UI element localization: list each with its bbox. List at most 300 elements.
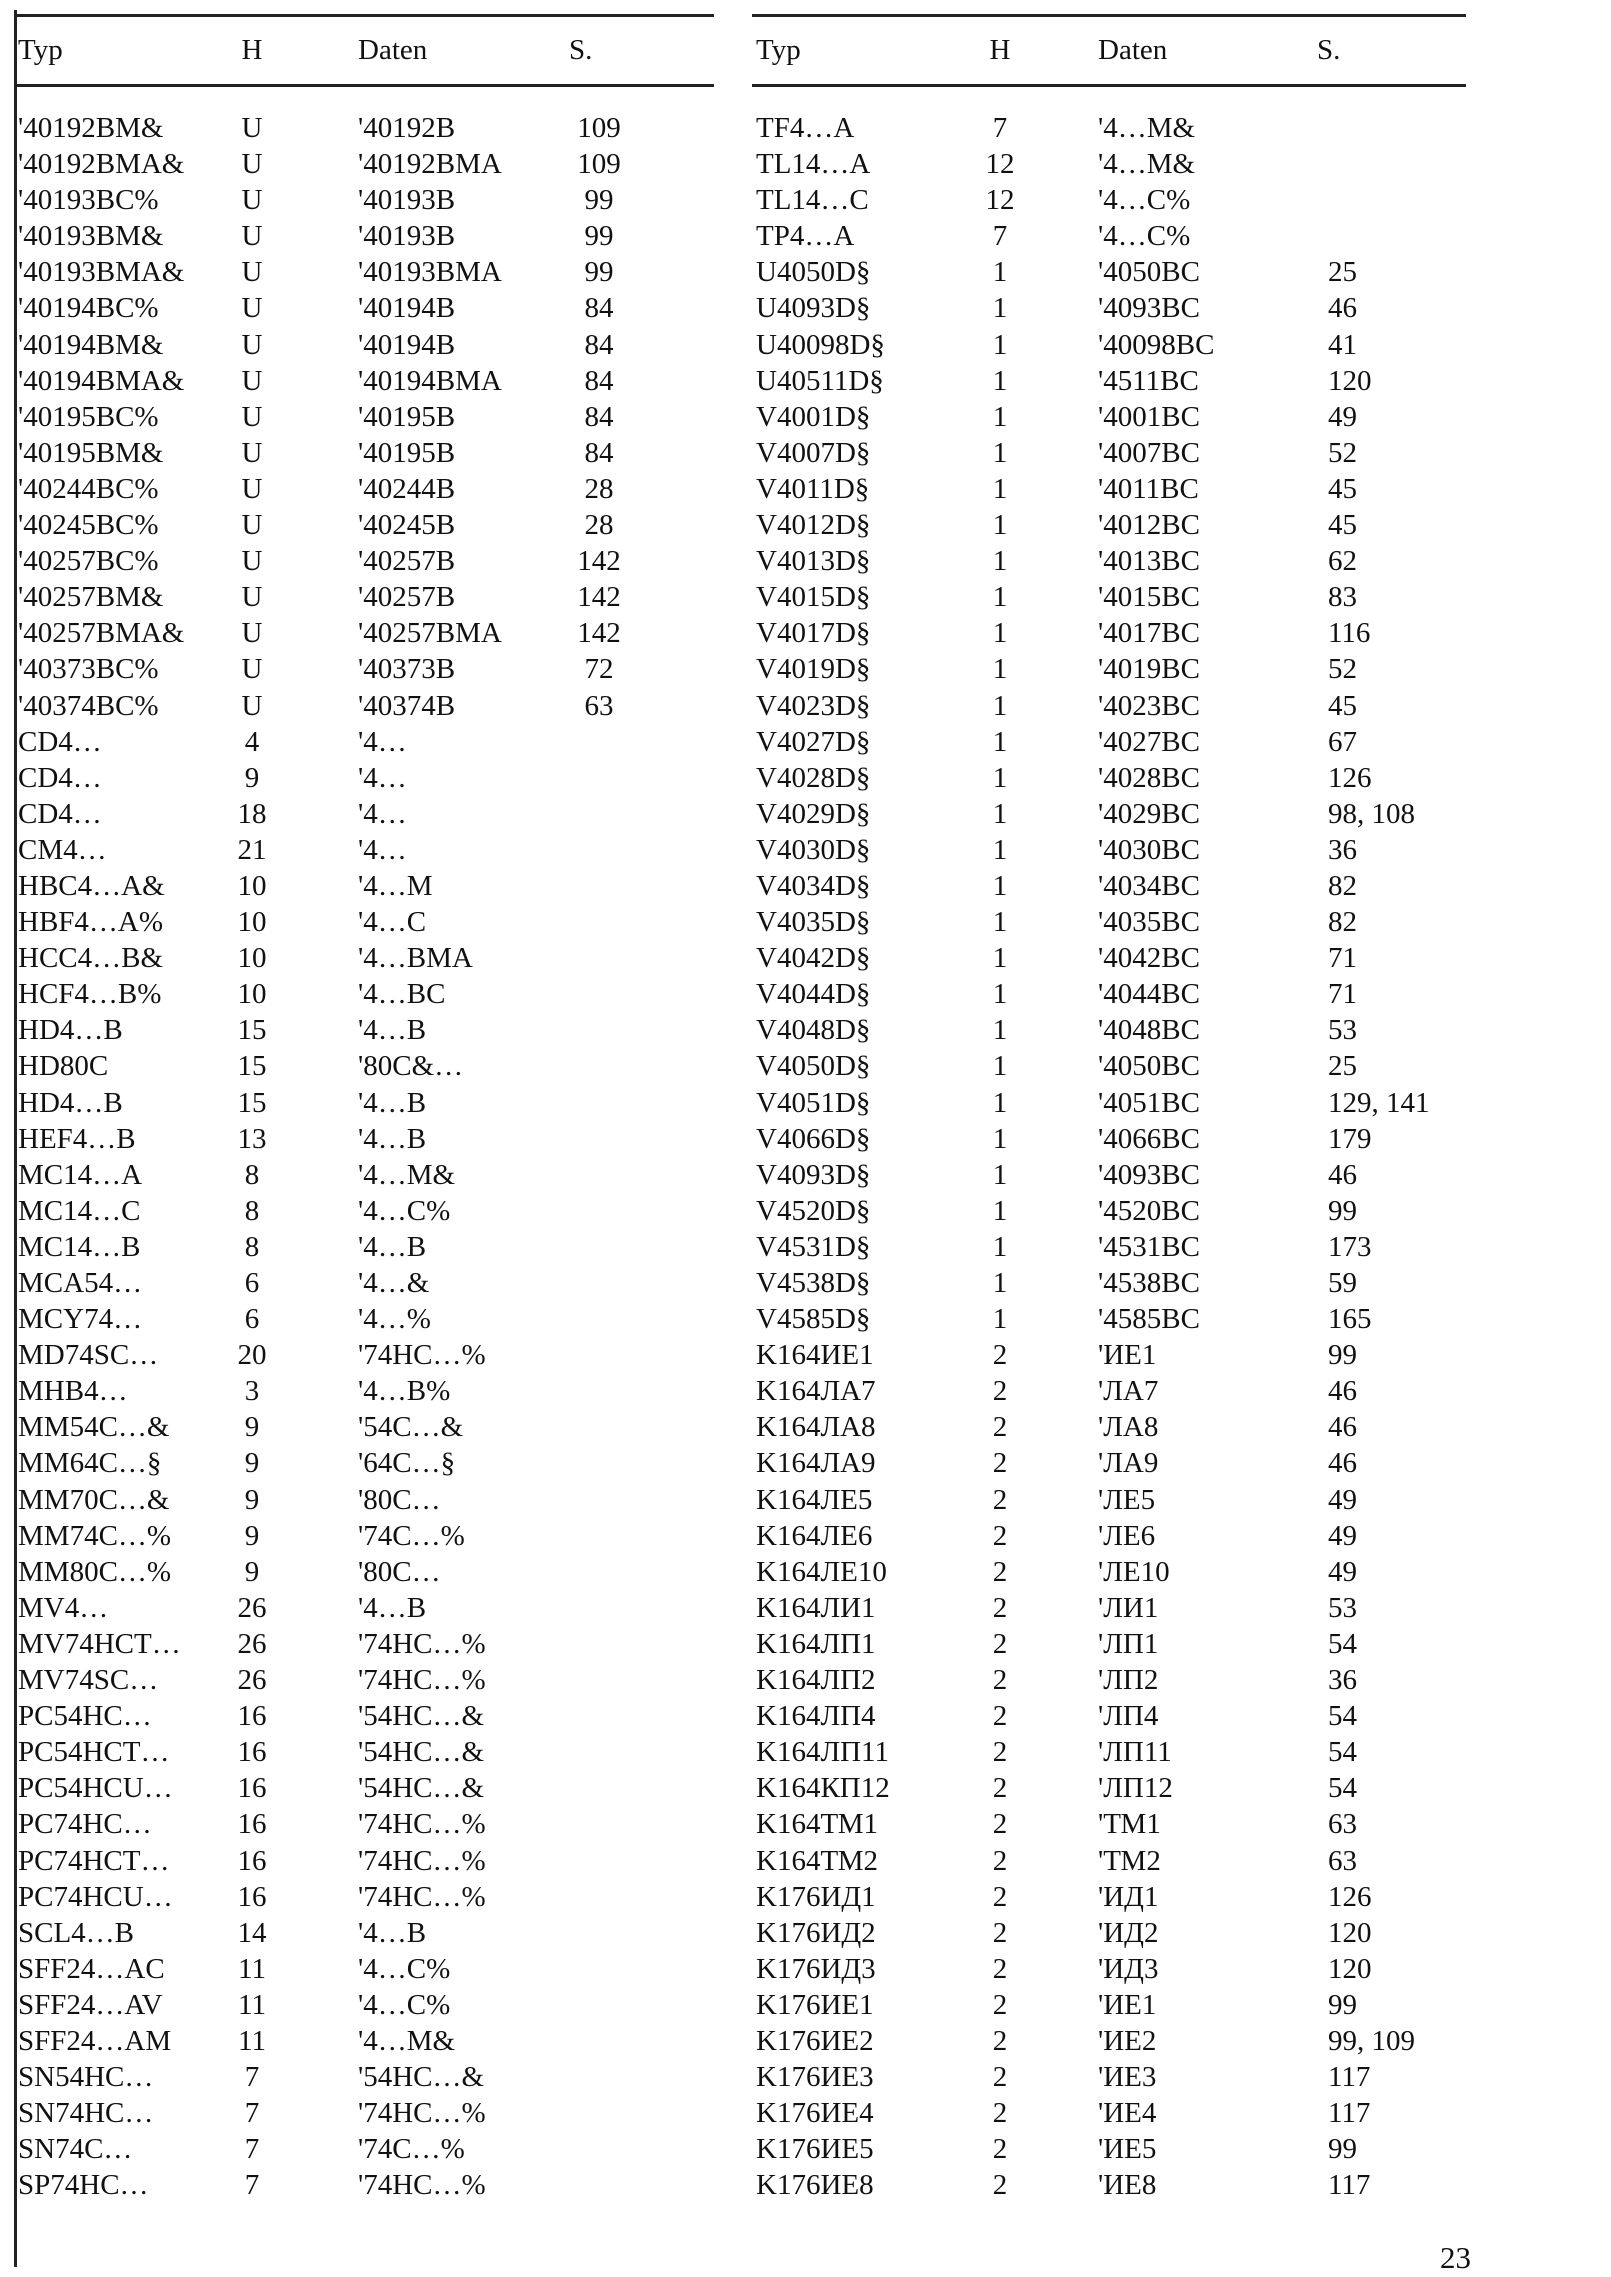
table-row — [752, 1012, 1466, 1048]
cell-typ: K176ИД3 — [756, 1952, 876, 1985]
cell-typ: V4028D§ — [756, 761, 871, 794]
cell-s: 36 — [1328, 833, 1357, 866]
cell-daten: 'ТМ2 — [1098, 1844, 1161, 1877]
cell-s: 99 — [584, 184, 614, 217]
cell-h: U — [241, 400, 263, 433]
table-row — [14, 2167, 714, 2203]
cell-daten: 'ИЕ3 — [1098, 2061, 1157, 2094]
cell-typ: HD4…B — [18, 1086, 123, 1119]
cell-s: 99 — [584, 220, 614, 253]
table-rows-right — [752, 110, 1466, 2203]
cell-typ: PC54HC… — [18, 1700, 152, 1733]
cell-h: 2 — [992, 1375, 1008, 1408]
cell-typ: PC54HCT… — [18, 1736, 170, 1769]
cell-typ: V4023D§ — [756, 689, 871, 722]
table-row — [752, 940, 1466, 976]
cell-s: 63 — [584, 689, 614, 722]
table-row — [752, 2167, 1466, 2203]
cell-daten: 'ИЕ1 — [1098, 1339, 1157, 1372]
cell-daten: 'ИД2 — [1098, 1916, 1159, 1949]
cell-s: 173 — [1328, 1230, 1372, 1263]
header-s: S. — [569, 34, 593, 66]
table-row — [14, 146, 714, 182]
cell-typ: V4030D§ — [756, 833, 871, 866]
cell-typ: V4001D§ — [756, 400, 871, 433]
cell-h: 7 — [244, 2061, 260, 2094]
table-row — [14, 363, 714, 399]
cell-h: 12 — [985, 184, 1015, 217]
cell-h: U — [241, 472, 263, 505]
table-row — [752, 832, 1466, 868]
table-rows-left — [14, 110, 714, 2203]
cell-h: 9 — [244, 1483, 260, 1516]
cell-daten: 'ЛП2 — [1098, 1664, 1159, 1697]
cell-daten: '74HC…% — [358, 1339, 486, 1372]
table-row — [14, 1482, 714, 1518]
cell-h: 1 — [992, 797, 1008, 830]
table-row — [752, 1698, 1466, 1734]
table-row — [752, 615, 1466, 651]
cell-s: 84 — [584, 292, 614, 325]
cell-h: 7 — [992, 112, 1008, 144]
cell-s: 25 — [1328, 1050, 1357, 1083]
cell-typ: V4048D§ — [756, 1014, 871, 1047]
cell-h: 2 — [992, 2061, 1008, 2094]
table-row — [752, 2131, 1466, 2167]
cell-h: 8 — [244, 1158, 260, 1191]
table-row — [752, 1518, 1466, 1554]
table-row — [752, 1770, 1466, 1806]
cell-daten: '4012BC — [1098, 509, 1200, 542]
cell-h: 1 — [992, 1086, 1008, 1119]
cell-typ: '40373BC% — [18, 653, 159, 686]
cell-h: 2 — [992, 1483, 1008, 1516]
cell-s: 52 — [1328, 653, 1357, 686]
cell-h: 16 — [237, 1772, 267, 1805]
cell-s: 59 — [1328, 1267, 1357, 1299]
cell-s: 53 — [1328, 1591, 1357, 1624]
table-header-rule — [14, 84, 714, 87]
cell-h: 1 — [992, 978, 1008, 1011]
cell-typ: V4013D§ — [756, 545, 871, 578]
cell-h: U — [241, 364, 263, 397]
cell-typ: V4019D§ — [756, 653, 871, 686]
cell-typ: TL14…C — [756, 184, 869, 217]
table-row — [752, 1915, 1466, 1951]
table-row — [14, 2095, 714, 2131]
cell-s: 28 — [584, 472, 614, 505]
cell-daten: '4066BC — [1098, 1122, 1200, 1155]
cell-s: 46 — [1328, 1411, 1357, 1444]
cell-s: 54 — [1328, 1772, 1357, 1805]
cell-h: 1 — [992, 1014, 1008, 1047]
cell-daten: 'ЛП11 — [1098, 1736, 1172, 1769]
cell-h: 1 — [992, 869, 1008, 902]
cell-s: 120 — [1328, 364, 1372, 397]
cell-daten: '54C…& — [358, 1411, 464, 1444]
table-row — [752, 1229, 1466, 1265]
cell-h: 1 — [992, 256, 1008, 289]
cell-daten: '4…C% — [358, 1952, 451, 1985]
cell-daten: '4…BMA — [358, 942, 473, 975]
table-row — [14, 1121, 714, 1157]
cell-daten: '4048BC — [1098, 1014, 1200, 1047]
cell-h: 1 — [992, 1303, 1008, 1336]
cell-typ: V4011D§ — [756, 472, 870, 505]
cell-daten: '4…B% — [358, 1375, 451, 1408]
cell-typ: MM74C…% — [18, 1519, 172, 1552]
cell-typ: '40192BM& — [18, 112, 164, 144]
cell-daten: 'ЛЕ10 — [1098, 1555, 1170, 1588]
cell-h: 2 — [992, 1772, 1008, 1805]
cell-typ: CD4… — [18, 797, 102, 830]
cell-h: 1 — [992, 328, 1008, 361]
cell-s: 142 — [577, 617, 621, 650]
cell-daten: '4013BC — [1098, 545, 1200, 578]
cell-typ: MM70C…& — [18, 1483, 170, 1516]
table-row — [752, 1301, 1466, 1337]
cell-s: 179 — [1328, 1122, 1372, 1155]
cell-typ: MV4… — [18, 1591, 109, 1624]
cell-h: 1 — [992, 292, 1008, 325]
cell-daten: 'ТМ1 — [1098, 1808, 1161, 1841]
cell-h: 21 — [237, 833, 267, 866]
cell-typ: K176ИЕ8 — [756, 2169, 874, 2202]
table-row — [14, 1554, 714, 1590]
cell-typ: V4017D§ — [756, 617, 871, 650]
cell-s: 84 — [584, 436, 614, 469]
cell-daten: '40257BMA — [358, 617, 502, 650]
cell-daten: '40098BC — [1098, 328, 1215, 361]
cell-daten: '54HC…& — [358, 1700, 485, 1733]
cell-typ: V4042D§ — [756, 942, 871, 975]
table-row — [752, 1951, 1466, 1987]
table-row — [752, 1806, 1466, 1842]
table-row — [752, 1482, 1466, 1518]
table-row — [14, 1734, 714, 1770]
table-row — [752, 1662, 1466, 1698]
cell-s: 46 — [1328, 1447, 1357, 1480]
cell-typ: K164ЛА9 — [756, 1447, 876, 1480]
cell-h: 1 — [992, 725, 1008, 758]
table-row — [14, 110, 714, 146]
cell-typ: K176ИЕ3 — [756, 2061, 874, 2094]
cell-typ: PC74HCU… — [18, 1880, 173, 1913]
cell-s: 45 — [1328, 472, 1357, 505]
cell-daten: '4001BC — [1098, 400, 1200, 433]
table-row — [14, 471, 714, 507]
table-row — [752, 976, 1466, 1012]
table-row — [752, 254, 1466, 290]
table-row — [14, 832, 714, 868]
table-row — [14, 507, 714, 543]
table-row — [752, 2059, 1466, 2095]
cell-h: 9 — [244, 1519, 260, 1552]
cell-h: 2 — [992, 1880, 1008, 1913]
table-row — [752, 688, 1466, 724]
cell-h: 1 — [992, 617, 1008, 650]
cell-h: U — [241, 509, 263, 542]
cell-daten: 'ЛП4 — [1098, 1700, 1159, 1733]
cell-s: 46 — [1328, 1375, 1357, 1408]
cell-typ: '40257BC% — [18, 545, 159, 578]
cell-typ: K164ЛЕ5 — [756, 1483, 873, 1516]
cell-h: 13 — [237, 1122, 267, 1155]
cell-daten: '4…B — [358, 1230, 427, 1263]
cell-typ: V4585D§ — [756, 1303, 871, 1336]
cell-h: 2 — [992, 2133, 1008, 2166]
cell-h: U — [241, 148, 263, 181]
cell-daten: '4030BC — [1098, 833, 1200, 866]
cell-daten: '4…B — [358, 1086, 427, 1119]
table-row — [14, 1806, 714, 1842]
table-header-rule — [752, 84, 1466, 87]
cell-h: 15 — [237, 1014, 267, 1047]
cell-typ: K164ЛП2 — [756, 1664, 876, 1697]
cell-s: 99 — [584, 256, 614, 289]
cell-daten: '64C…§ — [358, 1447, 456, 1480]
cell-typ: TP4…A — [756, 220, 855, 253]
table-row — [752, 1843, 1466, 1879]
cell-daten: '4015BC — [1098, 581, 1200, 614]
table-row — [14, 868, 714, 904]
cell-h: 1 — [992, 1158, 1008, 1191]
cell-daten: 'ЛЕ6 — [1098, 1519, 1156, 1552]
table-row — [752, 1879, 1466, 1915]
cell-s: 109 — [577, 148, 621, 181]
header-s: S. — [1317, 34, 1341, 66]
cell-daten: 'ИД3 — [1098, 1952, 1159, 1985]
cell-typ: SFF24…AC — [18, 1952, 165, 1985]
table-row — [752, 363, 1466, 399]
cell-s: 28 — [584, 509, 614, 542]
table-row — [14, 1048, 714, 1084]
table-row — [14, 1770, 714, 1806]
cell-s: 84 — [584, 400, 614, 433]
cell-typ: '40245BC% — [18, 509, 159, 542]
table-row — [14, 1012, 714, 1048]
cell-h: 16 — [237, 1700, 267, 1733]
cell-typ: K164ЛИ1 — [756, 1591, 876, 1624]
table-row — [752, 435, 1466, 471]
cell-h: 2 — [992, 1916, 1008, 1949]
cell-typ: K176ИЕ1 — [756, 1988, 874, 2021]
table-row — [752, 1085, 1466, 1121]
cell-typ: SN74HC… — [18, 2097, 154, 2130]
table-row — [752, 110, 1466, 146]
cell-typ: K164ЛП4 — [756, 1700, 876, 1733]
table-row — [14, 1590, 714, 1626]
cell-typ: K164ЛЕ10 — [756, 1555, 887, 1588]
cell-daten: '4… — [358, 833, 407, 866]
cell-h: 2 — [992, 1844, 1008, 1877]
cell-h: 16 — [237, 1808, 267, 1841]
cell-s: 25 — [1328, 256, 1357, 289]
cell-s: 49 — [1328, 1519, 1357, 1552]
cell-typ: '40194BM& — [18, 328, 164, 361]
table-row — [14, 940, 714, 976]
table-row — [14, 1662, 714, 1698]
cell-s: 52 — [1328, 436, 1357, 469]
table-row — [14, 1373, 714, 1409]
cell-typ: K164ЛЕ6 — [756, 1519, 873, 1552]
cell-h: 2 — [992, 1664, 1008, 1697]
cell-typ: PC74HC… — [18, 1808, 152, 1841]
table-row — [752, 1987, 1466, 2023]
cell-s: 165 — [1328, 1303, 1372, 1336]
cell-typ: '40193BC% — [18, 184, 159, 217]
cell-s: 71 — [1328, 978, 1357, 1011]
cell-s: 99 — [1328, 2133, 1357, 2166]
header-typ: Typ — [18, 34, 63, 66]
cell-daten: '74HC…% — [358, 2097, 486, 2130]
cell-daten: '40193B — [358, 220, 456, 253]
cell-s: 46 — [1328, 292, 1357, 325]
cell-daten: '4044BC — [1098, 978, 1200, 1011]
cell-daten: '54HC…& — [358, 1736, 485, 1769]
cell-typ: TL14…A — [756, 148, 871, 181]
cell-daten: '4…C% — [358, 1194, 451, 1227]
cell-h: 2 — [992, 1700, 1008, 1733]
cell-daten: '74HC…% — [358, 1664, 486, 1697]
cell-daten: '4050BC — [1098, 256, 1200, 289]
cell-typ: CD4… — [18, 761, 102, 794]
cell-daten: '40192B — [358, 112, 456, 144]
cell-typ: SN74C… — [18, 2133, 133, 2166]
cell-daten: '4585BC — [1098, 1303, 1200, 1336]
cell-daten: '80C&… — [358, 1050, 464, 1083]
cell-h: U — [241, 689, 263, 722]
cell-daten: '4019BC — [1098, 653, 1200, 686]
cell-h: 1 — [992, 689, 1008, 722]
table-row — [14, 1085, 714, 1121]
table-row — [752, 1590, 1466, 1626]
cell-daten: '4034BC — [1098, 869, 1200, 902]
cell-h: 1 — [992, 545, 1008, 578]
cell-h: 2 — [992, 2097, 1008, 2130]
cell-daten: '4… — [358, 761, 407, 794]
cell-h: U — [241, 617, 263, 650]
table-row — [14, 254, 714, 290]
table-row — [752, 868, 1466, 904]
cell-daten: '40257B — [358, 545, 456, 578]
header-daten: Daten — [358, 34, 428, 66]
cell-daten: '4…C% — [358, 1988, 451, 2021]
cell-h: 26 — [237, 1591, 267, 1624]
cell-typ: V4035D§ — [756, 906, 871, 939]
cell-typ: MM54C…& — [18, 1411, 170, 1444]
cell-h: 26 — [237, 1664, 267, 1697]
cell-daten: '4051BC — [1098, 1086, 1200, 1119]
cell-typ: V4044D§ — [756, 978, 871, 1011]
cell-h: U — [241, 436, 263, 469]
cell-daten: '74HC…% — [358, 1880, 486, 1913]
cell-typ: SP74HC… — [18, 2169, 149, 2202]
cell-typ: '40194BMA& — [18, 364, 185, 397]
cell-s: 99, 109 — [1328, 2024, 1415, 2057]
cell-h: U — [241, 184, 263, 217]
table-row — [752, 1409, 1466, 1445]
cell-daten: 'ЛЕ5 — [1098, 1483, 1156, 1516]
table-row — [14, 290, 714, 326]
cell-daten: '4…B — [358, 1916, 427, 1949]
cell-daten: '4…M& — [1098, 148, 1196, 181]
cell-h: 14 — [237, 1916, 267, 1949]
table-row — [14, 760, 714, 796]
cell-h: 12 — [985, 148, 1015, 181]
cell-s: 62 — [1328, 545, 1357, 578]
cell-typ: MCY74… — [18, 1303, 143, 1336]
table-row — [752, 1265, 1466, 1301]
table-row — [752, 507, 1466, 543]
cell-h: 8 — [244, 1230, 260, 1263]
cell-s: 49 — [1328, 400, 1357, 433]
cell-daten: '4…& — [358, 1267, 430, 1299]
table-row — [14, 1518, 714, 1554]
table-row — [14, 1879, 714, 1915]
cell-typ: HEF4…B — [18, 1122, 136, 1155]
cell-typ: SFF24…AM — [18, 2024, 172, 2057]
cell-typ: V4015D§ — [756, 581, 871, 614]
cell-h: 1 — [992, 1194, 1008, 1227]
cell-typ: K164ТМ2 — [756, 1844, 879, 1877]
cell-daten: '40257B — [358, 581, 456, 614]
table-row — [752, 327, 1466, 363]
cell-daten: '40194B — [358, 292, 456, 325]
cell-s: 82 — [1328, 906, 1357, 939]
cell-typ: HCC4…B& — [18, 942, 164, 975]
cell-s: 49 — [1328, 1555, 1357, 1588]
cell-h: 1 — [992, 400, 1008, 433]
cell-h: 6 — [244, 1303, 260, 1336]
cell-daten: '4…C — [358, 906, 427, 939]
cell-typ: HD80C — [18, 1050, 109, 1083]
cell-h: U — [241, 653, 263, 686]
cell-s: 53 — [1328, 1014, 1357, 1047]
cell-h: 2 — [992, 1591, 1008, 1624]
cell-daten: '40374B — [358, 689, 456, 722]
table-row — [752, 1121, 1466, 1157]
cell-h: 4 — [244, 725, 260, 758]
cell-daten: '40193BMA — [358, 256, 502, 289]
cell-typ: MD74SC… — [18, 1339, 159, 1372]
cell-typ: MV74SC… — [18, 1664, 159, 1697]
cell-h: 6 — [244, 1267, 260, 1299]
cell-daten: '4007BC — [1098, 436, 1200, 469]
cell-s: 36 — [1328, 1664, 1357, 1697]
table-row — [14, 2059, 714, 2095]
cell-h: 2 — [992, 1555, 1008, 1588]
cell-daten: '4…B — [358, 1591, 427, 1624]
cell-typ: V4012D§ — [756, 509, 871, 542]
table-row — [14, 2023, 714, 2059]
cell-daten: 'ИД1 — [1098, 1880, 1159, 1913]
table-row — [752, 1193, 1466, 1229]
table-row — [14, 796, 714, 832]
cell-h: U — [241, 292, 263, 325]
cell-typ: V4051D§ — [756, 1086, 871, 1119]
table-row — [752, 1048, 1466, 1084]
cell-s: 116 — [1328, 617, 1371, 650]
table-row — [14, 976, 714, 1012]
cell-daten: '4538BC — [1098, 1267, 1200, 1299]
cell-h: U — [241, 220, 263, 253]
cell-typ: CD4… — [18, 725, 102, 758]
cell-s: 45 — [1328, 509, 1357, 542]
cell-daten: '4093BC — [1098, 1158, 1200, 1191]
cell-daten: '4027BC — [1098, 725, 1200, 758]
cell-typ: V4520D§ — [756, 1194, 871, 1227]
